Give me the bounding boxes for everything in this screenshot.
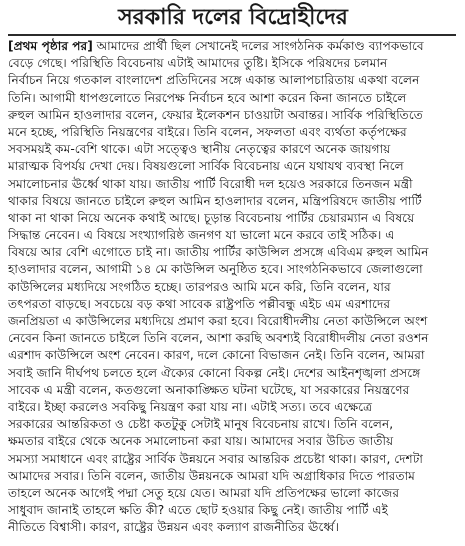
article-line: বিষয়ে আর বেশি এগোতে চাই না। জাতীয় পার্টির কাউন্সিল প্রসঙ্গে এবিএম রুহুল আমিন [8,245,429,260]
article-line: সমালোচনার ঊর্ধ্বে থাকা যায়। জাতীয় পার্টি বিরোধী দল হয়েও সরকারে তিনজন মন্ত্রী [8,176,413,191]
article-line: মারাত্মক বিপর্যয় দেখা দেয়। বিষয়গুলো সার্বিক বিবেচনায় এনে যথাযথ ব্যবস্থা নিলে [8,159,404,174]
article-line: থাকার বিষয়ে জানতে চাইলে রুহুল আমিন হাওলাদার বলেন, মন্ত্রিপরিষদে জাতীয় পার্টি [8,193,422,208]
article-line: বাইরে। ইচ্ছা করলেও সবকিছু নিয়ন্ত্রণ করা যায় না। এটাই সত্য। তবে এক্ষেত্রে [8,399,373,414]
article-line: ক্ষমতার বাইরে থেকে অনেক সমালোচনা করা যায়। আমাদের সবার উচিত জাতীয় [8,434,394,449]
article-line: নির্বাচন নিয়ে গতকাল বাংলাদেশ প্রতিদিনের সঙ্গে একান্ত আলাপচারিতায় একথা বলেন [8,73,420,88]
article-line: তিনি। আগামী ধাপগুলোতে নিরপেক্ষ নির্বাচন হবে আশা করেন কিনা জানতে চাইলে [8,90,407,105]
article-line: সবাই জানি দীর্ঘপথ চলতে হলে ঐক্যের কোনো বিকল্প নেই। দেশের আইনশৃঙ্খলা প্রসঙ্গে [8,365,421,380]
article-line: আমাদের সবার। তিনি বলেন, জাতীয় উন্নয়নকে আমরা যদি অগ্রাধিকার দিতে পারতাম [8,468,415,483]
article-line: সবসময়ই কম-বেশি থাকে। এটা সত্ত্বেও স্থানীয় নেতৃত্বের কারণে অনেক জায়গায় [8,142,391,157]
article-line: বেড়ে গেছে। পরিস্থিতি বিবেচনায় এটাই আমাদের তুষ্টি। ইসিকে পরিষদের চলমান [8,56,388,71]
article-line: মনে হচ্ছে, পরিস্থিতি নিয়ন্ত্রণের বাইরে। তিনি বলেন, সফলতা এবং ব্যর্থতা কর্তৃপক্ষের [8,124,407,139]
headline-area [8,3,458,33]
article-line: থাকা না থাকা নিয়ে অনেক কথাই আছে। চূড়ান্ত বিবেচনায় পার্টির চেয়ারম্যান এ বিষয়ে [8,210,415,225]
article-line: সাবেক এ মন্ত্রী বলেন, কতগুলো অনাকাঙ্ক্ষিত ঘটনা ঘটেছে, যা সরকারের নিয়ন্ত্রণের [8,382,410,397]
article-line: জনপ্রিয়তা এ কাউন্সিলের মধ্যদিয়ে প্রমাণ করা হবে। বিরোধীদলীয় নেতা কাউন্সিলে অংশ [8,314,428,328]
article-line: কাউন্সিলের মধ্যদিয়ে সংগঠিত হচ্ছে। তারপরও আমি মনে করি, তিনি বলেন, যার [8,279,391,294]
article-line: সাধুবাদ জানাই তাহলে ক্ষতি কী? এতে ছোট হওয়ার কিছু নেই। জাতীয় পার্টি এই [8,503,388,518]
article-line [8,38,458,55]
article-line: সমস্যা সমাধানে এবং রাষ্ট্রের সার্বিক উন্নয়নে সবার আন্তরিক প্রচেষ্টা থাকা। কারণ, দেশটা [8,451,423,466]
article-line: তৎপরতা বাড়ছে। সবচেয়ে বড় কথা সাবেক রাষ্ট্রপতি পল্লীবন্ধু এইচ এম এরশাদের [8,296,391,311]
article-line: তাহলে অনেক আগেই পদ্মা সেতু হয়ে যেত। আমরা যদি প্রতিপক্ষের ভালো কাজের [8,485,400,500]
article-line-text: আমাদের প্রার্থী ছিল সেখানেই দলের সাংগঠনিক কর্মকাণ্ড ব্যাপকভাবে [92,39,424,53]
article-body [8,38,458,543]
continuation-tag: [প্রথম পৃষ্ঠার পর] [8,39,93,53]
article-line: হাওলাদার বলেন, আগামী ১৪ মে কাউন্সিল অনুষ্ঠিত হবে। সাংগঠনিকভাবে জেলাগুলো [8,262,423,277]
article-line: রুহুল আমিন হাওলাদার বলেন, ফেয়ার ইলেকশন চাওয়াটা অবান্তর। সার্বিক পরিস্থিতিতে [8,107,423,122]
headline: সরকারি দলের বিদ্রোহীদের [118,4,348,30]
article-line: সরকারের আন্তরিকতা ও চেষ্টা কতটুকু সেটাই মানুষ বিবেচনায় রাখে। তিনি বলেন, [8,417,394,432]
article-line: এরশাদ কাউন্সিলে অংশ নেবেন। কারণ, দলে কোনো বিভাজন নেই। তিনি বলেন, আমরা [8,348,425,363]
article-line: নেবেন কিনা জানতে চাইলে তিনি বলেন, আশা করছি অবশ্যই বিরোধীদলীয় নেতা রওশন [8,331,429,346]
article-line: সিদ্ধান্ত নেবেন। এ বিষয়ে সংখ্যাগরিষ্ঠ জনগণ যা ভালো মনে করবে তাই সঠিক। এ [8,228,395,243]
headline-divider [8,34,456,36]
article-line: নীতিতে বিশ্বাসী। কারণ, রাষ্ট্রের উন্নয়ন এবং কল্যাণ রাজনীতির ঊর্ধ্বে। [8,520,340,535]
